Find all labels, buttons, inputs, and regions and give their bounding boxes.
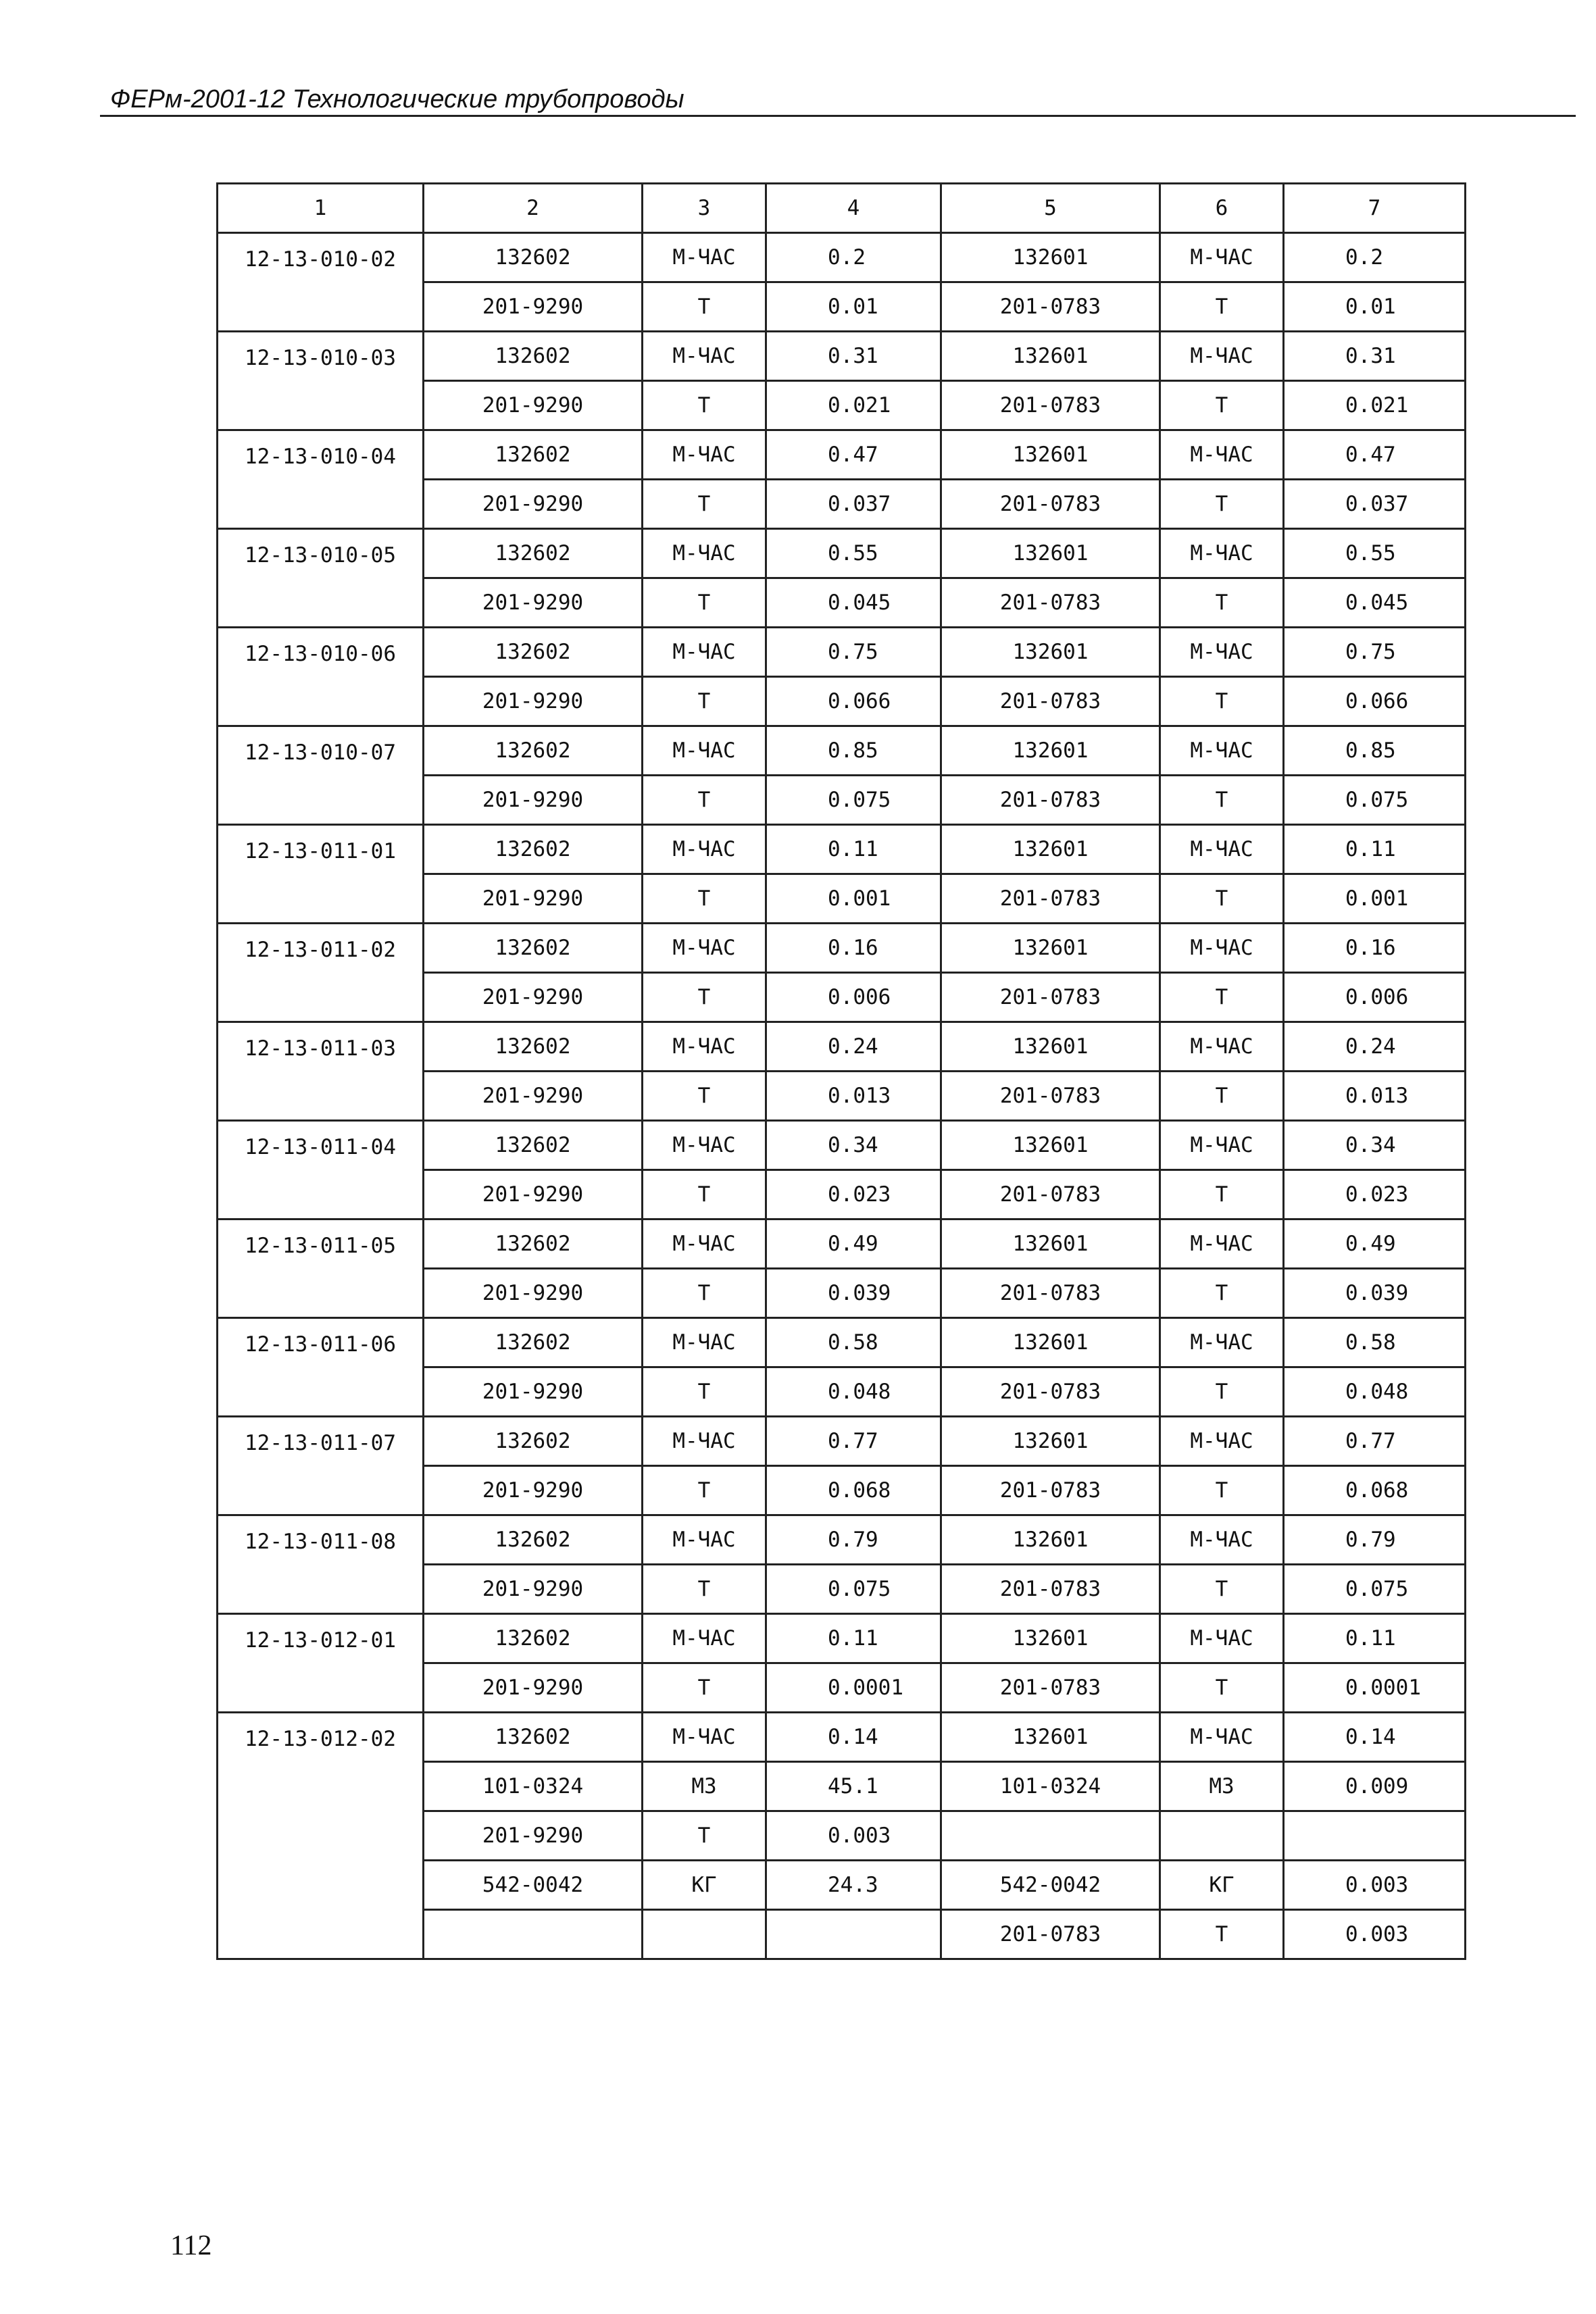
column-header-3: 3 (643, 184, 766, 233)
unit-cell: М-ЧАС (643, 1022, 766, 1072)
replacement-code-cell: 201-0783 (941, 1072, 1160, 1121)
replacement-unit-cell: Т (1160, 973, 1284, 1022)
unit-cell: Т (643, 1811, 766, 1861)
resource-code-cell: 201-9290 (424, 1269, 643, 1318)
norm-code-cell: 12-13-012-02 (218, 1713, 424, 1959)
unit-cell: Т (643, 1565, 766, 1614)
replacement-quantity-cell: 0.021 (1284, 381, 1466, 430)
resource-code-cell: 132602 (424, 1219, 643, 1269)
replacement-quantity-cell: 0.045 (1284, 578, 1466, 628)
unit-cell: М-ЧАС (643, 1121, 766, 1170)
unit-cell: М-ЧАС (643, 1417, 766, 1466)
norm-code-cell: 12-13-011-06 (218, 1318, 424, 1417)
replacement-unit-cell: М-ЧАС (1160, 1318, 1284, 1367)
replacement-quantity-cell: 0.003 (1284, 1910, 1466, 1959)
norm-code-cell: 12-13-011-07 (218, 1417, 424, 1515)
table-row (218, 726, 1466, 776)
table-row (218, 332, 1466, 381)
replacement-unit-cell: Т (1160, 282, 1284, 332)
replacement-quantity-cell: 0.075 (1284, 1565, 1466, 1614)
quantity-cell: 0.16 (766, 924, 941, 973)
replacement-unit-cell: Т (1160, 1367, 1284, 1417)
replacement-unit-cell: Т (1160, 1910, 1284, 1959)
replacement-unit-cell: Т (1160, 1269, 1284, 1318)
table-row (218, 1022, 1466, 1072)
resource-code-cell: 132602 (424, 1318, 643, 1367)
replacement-code-cell: 201-0783 (941, 1466, 1160, 1515)
table-header (218, 184, 1466, 233)
resource-code-cell: 201-9290 (424, 1565, 643, 1614)
unit-cell: Т (643, 1663, 766, 1713)
replacement-quantity-cell: 0.11 (1284, 1614, 1466, 1663)
replacement-unit-cell: М-ЧАС (1160, 726, 1284, 776)
norm-code-cell: 12-13-011-01 (218, 825, 424, 924)
resource-code-cell: 132602 (424, 332, 643, 381)
replacement-code-cell: 132601 (941, 726, 1160, 776)
replacement-code-cell: 132601 (941, 1121, 1160, 1170)
replacement-unit-cell: М-ЧАС (1160, 1417, 1284, 1466)
resource-code-cell: 132602 (424, 1515, 643, 1565)
resource-code-cell: 132602 (424, 726, 643, 776)
resource-code-cell (424, 1910, 643, 1959)
replacement-code-cell: 101-0324 (941, 1762, 1160, 1811)
resource-code-cell: 132602 (424, 430, 643, 480)
replacement-unit-cell: М-ЧАС (1160, 628, 1284, 677)
replacement-code-cell: 201-0783 (941, 381, 1160, 430)
norm-code-cell: 12-13-010-07 (218, 726, 424, 825)
replacement-code-cell: 132601 (941, 1614, 1160, 1663)
table-row (218, 1515, 1466, 1565)
replacement-unit-cell: Т (1160, 1170, 1284, 1219)
unit-cell: Т (643, 1072, 766, 1121)
unit-cell: М-ЧАС (643, 233, 766, 282)
resource-code-cell: 201-9290 (424, 1663, 643, 1713)
replacement-code-cell: 132601 (941, 529, 1160, 578)
resource-code-cell: 542-0042 (424, 1861, 643, 1910)
resource-code-cell: 132602 (424, 628, 643, 677)
norm-code-cell: 12-13-010-02 (218, 233, 424, 332)
replacement-quantity-cell: 0.001 (1284, 874, 1466, 924)
unit-cell: М-ЧАС (643, 825, 766, 874)
resource-code-cell: 101-0324 (424, 1762, 643, 1811)
replacement-unit-cell: Т (1160, 1466, 1284, 1515)
replacement-quantity-cell: 0.58 (1284, 1318, 1466, 1367)
unit-cell: Т (643, 480, 766, 529)
replacement-code-cell: 201-0783 (941, 1663, 1160, 1713)
replacement-quantity-cell: 0.0001 (1284, 1663, 1466, 1713)
norm-code-cell: 12-13-011-08 (218, 1515, 424, 1614)
running-header-title: ФЕРм-2001-12 Технологические трубопроводы (110, 85, 684, 114)
unit-cell: Т (643, 677, 766, 726)
replacement-code-cell: 201-0783 (941, 1367, 1160, 1417)
unit-cell: Т (643, 973, 766, 1022)
replacement-quantity-cell: 0.31 (1284, 332, 1466, 381)
replacement-quantity-cell: 0.85 (1284, 726, 1466, 776)
resource-code-cell: 132602 (424, 1121, 643, 1170)
unit-cell: М-ЧАС (643, 726, 766, 776)
quantity-cell: 0.021 (766, 381, 941, 430)
replacement-code-cell: 201-0783 (941, 1269, 1160, 1318)
norm-code-cell: 12-13-012-01 (218, 1614, 424, 1713)
replacement-code-cell: 132601 (941, 430, 1160, 480)
quantity-cell: 0.075 (766, 1565, 941, 1614)
replacement-code-cell: 132601 (941, 332, 1160, 381)
quantity-cell: 0.066 (766, 677, 941, 726)
unit-cell: М-ЧАС (643, 1614, 766, 1663)
table-row (218, 1318, 1466, 1367)
replacement-code-cell: 201-0783 (941, 578, 1160, 628)
resource-code-cell: 201-9290 (424, 973, 643, 1022)
replacement-unit-cell: Т (1160, 578, 1284, 628)
replacement-quantity-cell: 0.79 (1284, 1515, 1466, 1565)
page-number: 112 (170, 2230, 212, 2261)
replacement-unit-cell: Т (1160, 677, 1284, 726)
replacement-quantity-cell: 0.003 (1284, 1861, 1466, 1910)
replacement-quantity-cell: 0.075 (1284, 776, 1466, 825)
replacement-quantity-cell: 0.068 (1284, 1466, 1466, 1515)
table-row (218, 1713, 1466, 1762)
unit-cell: М-ЧАС (643, 1219, 766, 1269)
replacement-unit-cell: М-ЧАС (1160, 1515, 1284, 1565)
replacement-unit-cell: Т (1160, 874, 1284, 924)
replacement-quantity-cell: 0.023 (1284, 1170, 1466, 1219)
unit-cell: М-ЧАС (643, 1713, 766, 1762)
replacement-code-cell: 201-0783 (941, 973, 1160, 1022)
replacement-quantity-cell: 0.013 (1284, 1072, 1466, 1121)
replacement-quantity-cell: 0.49 (1284, 1219, 1466, 1269)
replacement-quantity-cell (1284, 1811, 1466, 1861)
quantity-cell: 0.006 (766, 973, 941, 1022)
table-body (218, 233, 1466, 1959)
quantity-cell: 0.34 (766, 1121, 941, 1170)
norm-code-cell: 12-13-011-05 (218, 1219, 424, 1318)
table-row (218, 233, 1466, 282)
quantity-cell: 0.47 (766, 430, 941, 480)
replacement-code-cell: 132601 (941, 1219, 1160, 1269)
resource-code-cell: 132602 (424, 1713, 643, 1762)
replacement-code-cell: 132601 (941, 1022, 1160, 1072)
replacement-quantity-cell: 0.14 (1284, 1713, 1466, 1762)
table-row (218, 1219, 1466, 1269)
resource-code-cell: 132602 (424, 529, 643, 578)
norm-code-cell: 12-13-010-03 (218, 332, 424, 430)
quantity-cell: 0.55 (766, 529, 941, 578)
resource-code-cell: 201-9290 (424, 1466, 643, 1515)
replacement-code-cell: 201-0783 (941, 677, 1160, 726)
unit-cell: Т (643, 282, 766, 332)
table-row (218, 529, 1466, 578)
norm-code-cell: 12-13-011-03 (218, 1022, 424, 1121)
quantity-cell: 0.013 (766, 1072, 941, 1121)
replacement-code-cell: 132601 (941, 1713, 1160, 1762)
replacement-unit-cell (1160, 1811, 1284, 1861)
column-number-row (218, 184, 1466, 233)
resource-code-cell: 201-9290 (424, 381, 643, 430)
norm-code-cell: 12-13-010-05 (218, 529, 424, 628)
replacement-quantity-cell: 0.048 (1284, 1367, 1466, 1417)
quantity-cell: 0.14 (766, 1713, 941, 1762)
replacement-quantity-cell: 0.55 (1284, 529, 1466, 578)
replacement-unit-cell: Т (1160, 480, 1284, 529)
norm-code-cell: 12-13-010-06 (218, 628, 424, 726)
quantity-cell: 0.77 (766, 1417, 941, 1466)
unit-cell: КГ (643, 1861, 766, 1910)
resource-code-cell: 132602 (424, 233, 643, 282)
unit-cell: М-ЧАС (643, 1318, 766, 1367)
replacement-code-cell: 201-0783 (941, 282, 1160, 332)
quantity-cell: 0.045 (766, 578, 941, 628)
quantity-cell: 0.11 (766, 1614, 941, 1663)
resource-code-cell: 201-9290 (424, 282, 643, 332)
replacement-quantity-cell: 0.24 (1284, 1022, 1466, 1072)
replacement-quantity-cell: 0.34 (1284, 1121, 1466, 1170)
resource-code-cell: 201-9290 (424, 1072, 643, 1121)
header-rule (100, 115, 1576, 117)
column-header-6: 6 (1160, 184, 1284, 233)
quantity-cell: 0.039 (766, 1269, 941, 1318)
quantity-cell: 45.1 (766, 1762, 941, 1811)
resource-code-cell: 201-9290 (424, 578, 643, 628)
quantity-cell: 0.01 (766, 282, 941, 332)
resource-code-cell: 201-9290 (424, 1367, 643, 1417)
table-row (218, 628, 1466, 677)
unit-cell: М-ЧАС (643, 332, 766, 381)
quantity-cell: 0.048 (766, 1367, 941, 1417)
resource-code-cell: 132602 (424, 1417, 643, 1466)
replacement-quantity-cell: 0.009 (1284, 1762, 1466, 1811)
replacement-unit-cell: М3 (1160, 1762, 1284, 1811)
quantity-cell: 0.75 (766, 628, 941, 677)
resource-code-cell: 201-9290 (424, 776, 643, 825)
replacement-unit-cell: Т (1160, 1663, 1284, 1713)
unit-cell: М-ЧАС (643, 430, 766, 480)
quantity-cell: 0.003 (766, 1811, 941, 1861)
unit-cell: М-ЧАС (643, 628, 766, 677)
quantity-cell: 0.58 (766, 1318, 941, 1367)
replacement-code-cell: 132601 (941, 924, 1160, 973)
norm-code-cell: 12-13-010-04 (218, 430, 424, 529)
quantity-cell (766, 1910, 941, 1959)
table-row (218, 1417, 1466, 1466)
quantity-cell: 0.023 (766, 1170, 941, 1219)
replacement-unit-cell: Т (1160, 381, 1284, 430)
replacement-unit-cell: М-ЧАС (1160, 1022, 1284, 1072)
replacement-code-cell: 542-0042 (941, 1861, 1160, 1910)
quantity-cell: 0.24 (766, 1022, 941, 1072)
quantity-cell: 0.0001 (766, 1663, 941, 1713)
quantity-cell: 0.85 (766, 726, 941, 776)
replacement-quantity-cell: 0.47 (1284, 430, 1466, 480)
unit-cell: Т (643, 1367, 766, 1417)
replacement-quantity-cell: 0.039 (1284, 1269, 1466, 1318)
unit-cell: Т (643, 381, 766, 430)
norm-code-cell: 12-13-011-02 (218, 924, 424, 1022)
replacement-unit-cell: М-ЧАС (1160, 1219, 1284, 1269)
replacement-quantity-cell: 0.16 (1284, 924, 1466, 973)
unit-cell: Т (643, 874, 766, 924)
table-row (218, 825, 1466, 874)
replacement-code-cell: 132601 (941, 628, 1160, 677)
replacement-unit-cell: М-ЧАС (1160, 529, 1284, 578)
quantity-cell: 0.31 (766, 332, 941, 381)
norm-code-cell: 12-13-011-04 (218, 1121, 424, 1219)
resource-code-cell: 201-9290 (424, 480, 643, 529)
column-header-5: 5 (941, 184, 1160, 233)
replacement-code-cell: 201-0783 (941, 874, 1160, 924)
replacement-quantity-cell: 0.77 (1284, 1417, 1466, 1466)
quantity-cell: 0.037 (766, 480, 941, 529)
replacement-unit-cell: М-ЧАС (1160, 825, 1284, 874)
table-row (218, 430, 1466, 480)
quantity-cell: 0.075 (766, 776, 941, 825)
replacement-quantity-cell: 0.01 (1284, 282, 1466, 332)
replacement-code-cell: 201-0783 (941, 480, 1160, 529)
replacement-code-cell: 201-0783 (941, 1565, 1160, 1614)
table-row (218, 924, 1466, 973)
replacement-unit-cell: М-ЧАС (1160, 332, 1284, 381)
replacement-unit-cell: М-ЧАС (1160, 233, 1284, 282)
resource-code-cell: 132602 (424, 1614, 643, 1663)
resource-code-cell: 132602 (424, 924, 643, 973)
replacement-quantity-cell: 0.066 (1284, 677, 1466, 726)
replacement-code-cell: 132601 (941, 1515, 1160, 1565)
replacement-quantity-cell: 0.75 (1284, 628, 1466, 677)
resource-code-cell: 132602 (424, 825, 643, 874)
column-header-4: 4 (766, 184, 941, 233)
column-header-2: 2 (424, 184, 643, 233)
unit-cell: М3 (643, 1762, 766, 1811)
unit-cell: Т (643, 578, 766, 628)
resource-table (216, 182, 1466, 1960)
unit-cell: Т (643, 1170, 766, 1219)
replacement-unit-cell: Т (1160, 1072, 1284, 1121)
replacement-unit-cell: М-ЧАС (1160, 1713, 1284, 1762)
quantity-cell: 0.79 (766, 1515, 941, 1565)
resource-code-cell: 201-9290 (424, 874, 643, 924)
table-row (218, 1614, 1466, 1663)
replacement-quantity-cell: 0.006 (1284, 973, 1466, 1022)
resource-code-cell: 201-9290 (424, 1170, 643, 1219)
replacement-code-cell: 201-0783 (941, 1170, 1160, 1219)
column-header-1: 1 (218, 184, 424, 233)
replacement-code-cell: 201-0783 (941, 776, 1160, 825)
table-row (218, 1121, 1466, 1170)
unit-cell: М-ЧАС (643, 529, 766, 578)
unit-cell: Т (643, 1466, 766, 1515)
replacement-quantity-cell: 0.037 (1284, 480, 1466, 529)
replacement-code-cell: 132601 (941, 1417, 1160, 1466)
unit-cell: Т (643, 776, 766, 825)
unit-cell: М-ЧАС (643, 1515, 766, 1565)
quantity-cell: 0.2 (766, 233, 941, 282)
replacement-unit-cell: М-ЧАС (1160, 1614, 1284, 1663)
replacement-code-cell: 201-0783 (941, 1910, 1160, 1959)
replacement-code-cell (941, 1811, 1160, 1861)
quantity-cell: 0.49 (766, 1219, 941, 1269)
replacement-unit-cell: Т (1160, 776, 1284, 825)
replacement-unit-cell: М-ЧАС (1160, 430, 1284, 480)
replacement-code-cell: 132601 (941, 233, 1160, 282)
replacement-code-cell: 132601 (941, 1318, 1160, 1367)
resource-code-cell: 201-9290 (424, 1811, 643, 1861)
unit-cell: Т (643, 1269, 766, 1318)
unit-cell: М-ЧАС (643, 924, 766, 973)
replacement-unit-cell: Т (1160, 1565, 1284, 1614)
resource-code-cell: 132602 (424, 1022, 643, 1072)
resource-code-cell: 201-9290 (424, 677, 643, 726)
column-header-7: 7 (1284, 184, 1466, 233)
replacement-quantity-cell: 0.2 (1284, 233, 1466, 282)
replacement-code-cell: 132601 (941, 825, 1160, 874)
quantity-cell: 24.3 (766, 1861, 941, 1910)
quantity-cell: 0.11 (766, 825, 941, 874)
replacement-unit-cell: М-ЧАС (1160, 1121, 1284, 1170)
replacement-unit-cell: КГ (1160, 1861, 1284, 1910)
replacement-unit-cell: М-ЧАС (1160, 924, 1284, 973)
unit-cell (643, 1910, 766, 1959)
quantity-cell: 0.001 (766, 874, 941, 924)
quantity-cell: 0.068 (766, 1466, 941, 1515)
replacement-quantity-cell: 0.11 (1284, 825, 1466, 874)
